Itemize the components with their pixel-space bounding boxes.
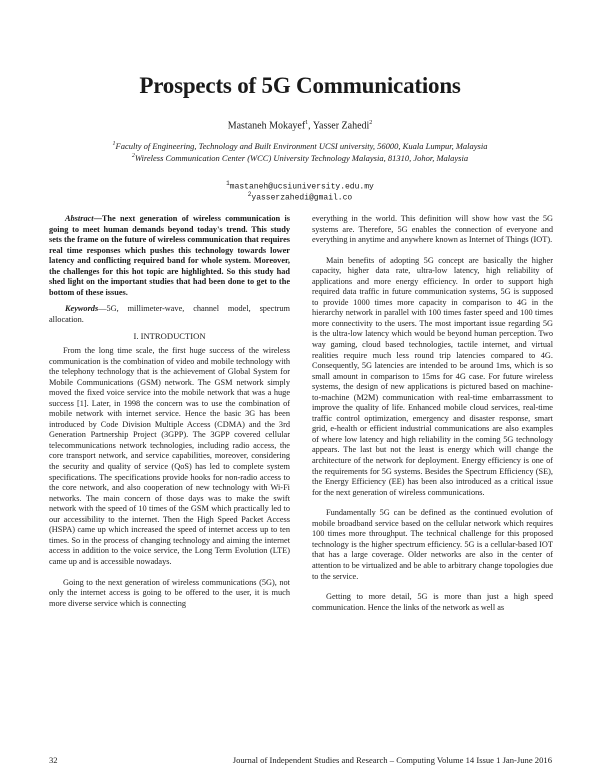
email-2-sup: 2 <box>247 191 252 198</box>
keywords <box>49 304 290 325</box>
author-2-sup: 2 <box>369 120 373 126</box>
email-1 <box>0 180 600 192</box>
author-2: Yasser Zahedi <box>312 120 370 132</box>
page-number: 32 <box>49 755 58 765</box>
body-paragraph: everything in the world. This definition will show how vast the 5G systems are. Therefore, 5G enables the connection of everyone and everything in anytime and anywhere known as Internet of Things (IOT). <box>312 214 553 245</box>
body-paragraph: Main benefits of adopting 5G concept are basically the higher capacity, higher data rate, ultra-low latency, high reliability of applications and more energy efficiency. In order to support high required data traffic in future communication systems, 5G is supposed to provide 1000 times more capacity in comparison to 4G in the hierarchy network in parallel with 100 times faster speed and 100 times more connectivity to the users. The most important issue regarding 5G is the ultra-low latency which would be beyond human perception. Two way gaming, cloud based technologies, tactile internet, and virtual realities require much less round trip latencies compared to 4G. Consequently, 5G latencies are intended to be around 1ms, which is so small amount in comparison to 15ms for 4G case. For future wireless systems, the design of new applications is pictured based on machine-to-machine (M2M) communication with real-time embarrassment to improve the quality of life. Enhanced mobile cloud services, real-time traffic control optimization, emergency and disaster response, smart grid, e-health or efficient industrial communications are also examples of where low latency and high reliability in the coming 5G technology appears. The last but not the least is energy which will change the architecture of the network for deployment. Energy efficiency is one of the requirements for 5G systems. Besides the Spectrum Efficiency (SE), the Energy Efficiency (EE) has been also introduced as a critical issue for the next generation of wireless communications. <box>312 255 553 497</box>
author-1: Mastaneh Mokayef <box>227 120 306 132</box>
paper-title: Prospects of 5G Communications <box>139 73 461 98</box>
left-column <box>49 214 290 609</box>
journal-footer: Journal of Independent Studies and Research – Computing Volume 14 Issue 1 Jan-June 2016 <box>232 755 552 765</box>
right-column <box>312 214 553 613</box>
abstract <box>49 214 290 298</box>
affiliation-2-text: Wireless Communication Center (WCC) University Technology Malaysia, 81310, Johor, Malaysia <box>134 153 469 163</box>
body-paragraph: Fundamentally 5G can be defined as the continued evolution of mobile broadband service based on the cellular network which requires 100 times more throughput. The technical challenge for this proposed technology is the higher spectrum efficiency. 5G is a cellular-based IOT that has a large coverage. Older networks are also in the center of attention to be virtualized and be able to arbitrary change topologies due to the service. <box>312 508 553 581</box>
affiliation-1 <box>0 141 600 151</box>
affiliation-1-text: Faculty of Engineering, Technology and Built Environment UCSI university, 56000, Kuala Lumpur, Malaysia <box>115 141 488 151</box>
affiliation-1-sup: 1 <box>112 141 116 148</box>
keywords-label: Keywords <box>65 304 99 314</box>
email-1-text: mastaneh@ucsiuniversity.edu.my <box>229 182 374 192</box>
affiliation-2-sup: 2 <box>131 153 135 160</box>
body-paragraph: From the long time scale, the first huge success of the wireless communication is the combination of video and mobile technology with the telephony technology that is the achievement of Global System for Mobile Communications (GSM) network. The GSM network simply moved the fixed voice service into the mobile network that was a huge success [1]. Later, in 1998 the concern was to use the combination of mobile network with internet service. Hence the basic 3G has been introduced by Code Division Multiple Access (CDMA) and the 3rd Generation Partnership Project (3GPP). The 3GPP covered cellular telecommunications network technologies, including radio access, the core transport network, and service capabilities, moreover, considering the security and quality of service (QoS) has led to complete system specifications. The specifications provide hooks for non-radio access to the core network, and also cooperation of new technology with Wi-Fi networks. The main concern of those days was to make the swift network with the speed of 10 times of the GSM which practically led to our accessibility to the internet. Then the High Speed Packet Access (HSPA) came up which increased the speed of internet access up to ten times. So in the process of changing technology and aiming the internet access in addition to the voice service, the Long Term Evolution (LTE) came up and is accessible nowadays. <box>49 346 290 566</box>
body-paragraph: Getting to more detail, 5G is more than just a high speed communication. Hence the links of the network as well as <box>312 592 553 612</box>
email-2 <box>0 191 600 203</box>
abstract-text: —The next generation of wireless communication is going to meet human demands beyond today's trend. This study sets the frame on the future of wireless communication that requires real time responses which pushes this technology towards lower latency and conflicting required band for whole system. Moreover, the challenges for this hot topic are highlighted. So this study had shed light on the important studies that had been done to get to the bottom of these issues. <box>49 214 290 297</box>
section-heading-introduction: I. INTRODUCTION <box>133 331 206 342</box>
keywords-text: —5G, millimeter-wave, channel model, spectrum allocation. <box>49 304 290 324</box>
author-1-sup: 1 <box>305 120 309 126</box>
body-paragraph: Going to the next generation of wireless communications (5G), not only the internet access is going to be offered to the user, it is much more diverse service which is connecting <box>49 577 290 608</box>
author-line <box>0 120 600 131</box>
author-separator: , <box>308 120 313 132</box>
affiliation-2 <box>0 153 600 163</box>
email-1-sup: 1 <box>226 180 230 187</box>
abstract-label: Abstract <box>65 214 94 223</box>
email-2-text: yasserzahedi@gmail.co <box>251 193 353 203</box>
